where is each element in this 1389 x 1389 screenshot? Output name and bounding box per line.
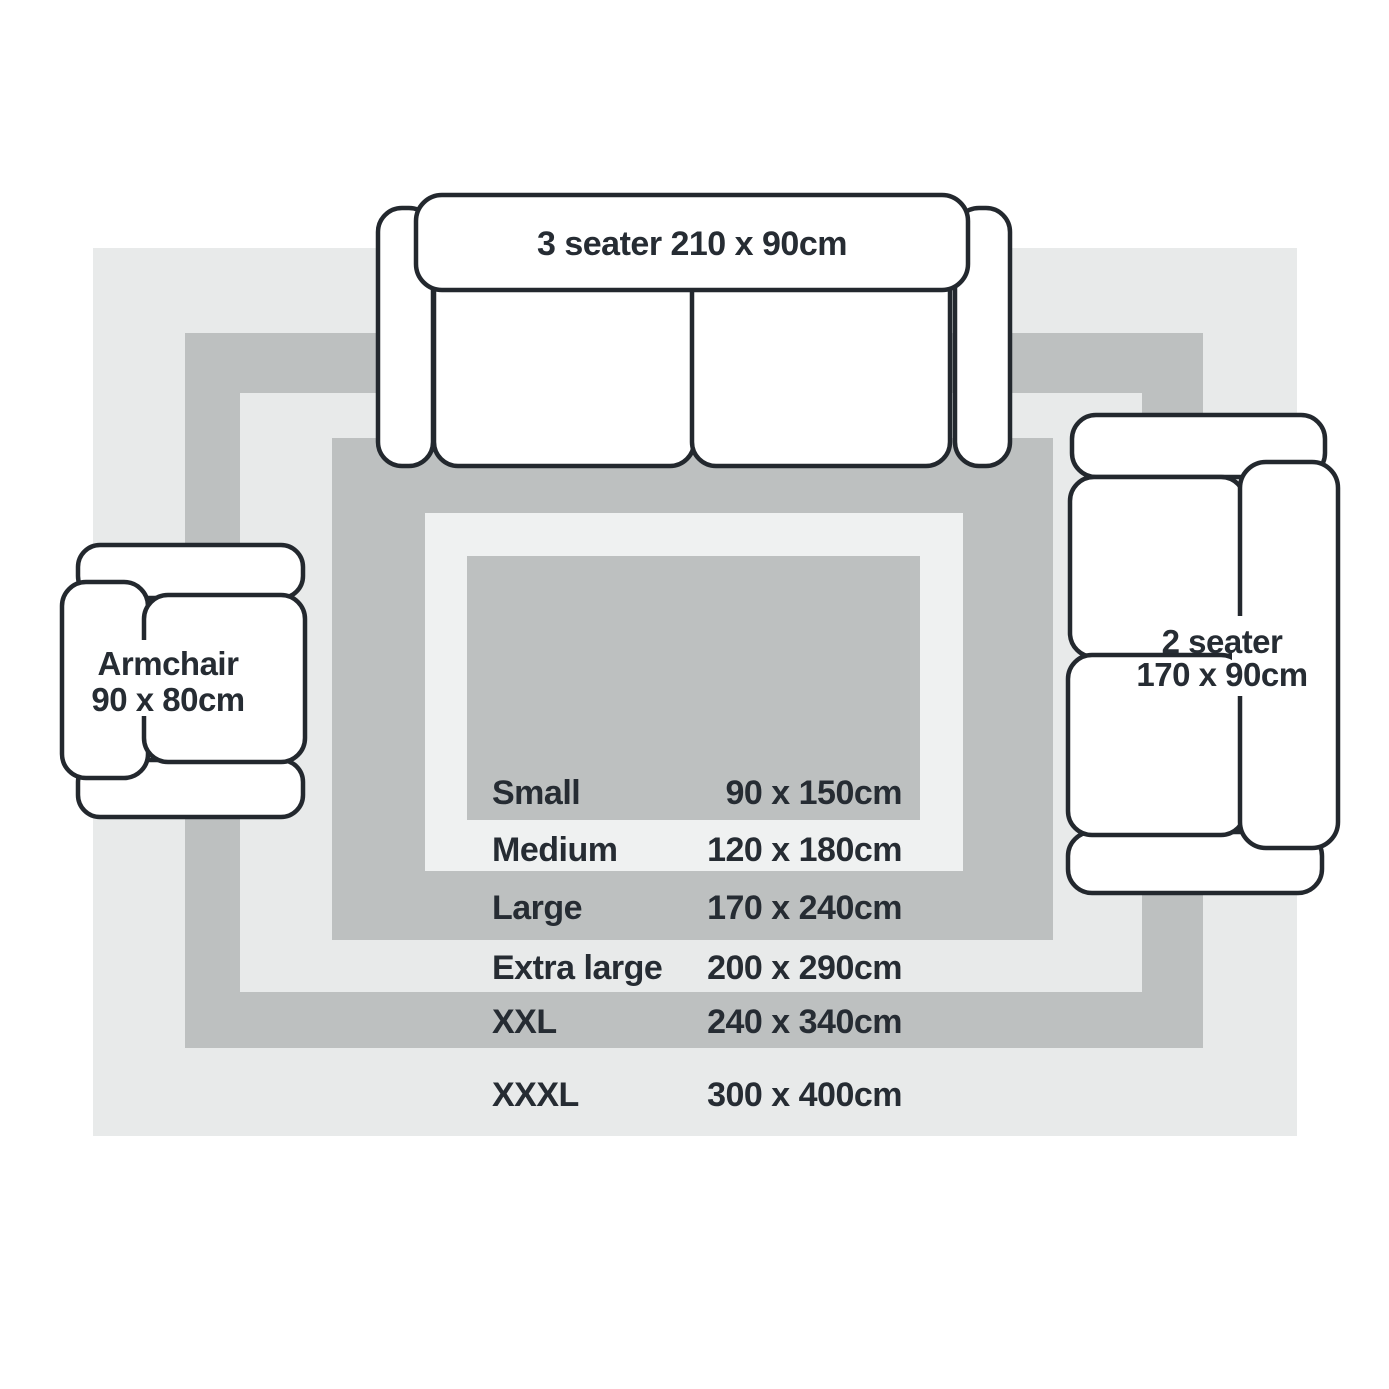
size-label: Medium xyxy=(492,831,618,869)
size-label: XXL xyxy=(492,1003,557,1041)
size-value: 120 x 180cm xyxy=(707,831,902,869)
size-label: Extra large xyxy=(492,949,663,987)
armchair-label-line1: Armchair xyxy=(97,645,239,682)
size-value: 170 x 240cm xyxy=(707,889,902,927)
size-value: 200 x 290cm xyxy=(707,949,902,987)
sofa3-cushion-right xyxy=(692,265,950,466)
size-value: 240 x 340cm xyxy=(707,1003,902,1041)
armchair-label-line2: 90 x 80cm xyxy=(91,681,245,718)
sofa2-label xyxy=(1102,625,1342,691)
sofa3-cushion-left xyxy=(434,265,694,466)
size-label: XXXL xyxy=(492,1076,579,1114)
size-label: Large xyxy=(492,889,583,927)
size-value: 300 x 400cm xyxy=(707,1076,902,1114)
size-label: Small xyxy=(492,774,581,812)
sofa2-label-line1: 2 seater xyxy=(1161,623,1283,660)
sofa3-label: 3 seater 210 x 90cm xyxy=(537,225,847,263)
sofa2-label-line2: 170 x 90cm xyxy=(1136,656,1308,693)
armchair-label xyxy=(48,646,288,718)
size-value: 90 x 150cm xyxy=(725,774,902,812)
